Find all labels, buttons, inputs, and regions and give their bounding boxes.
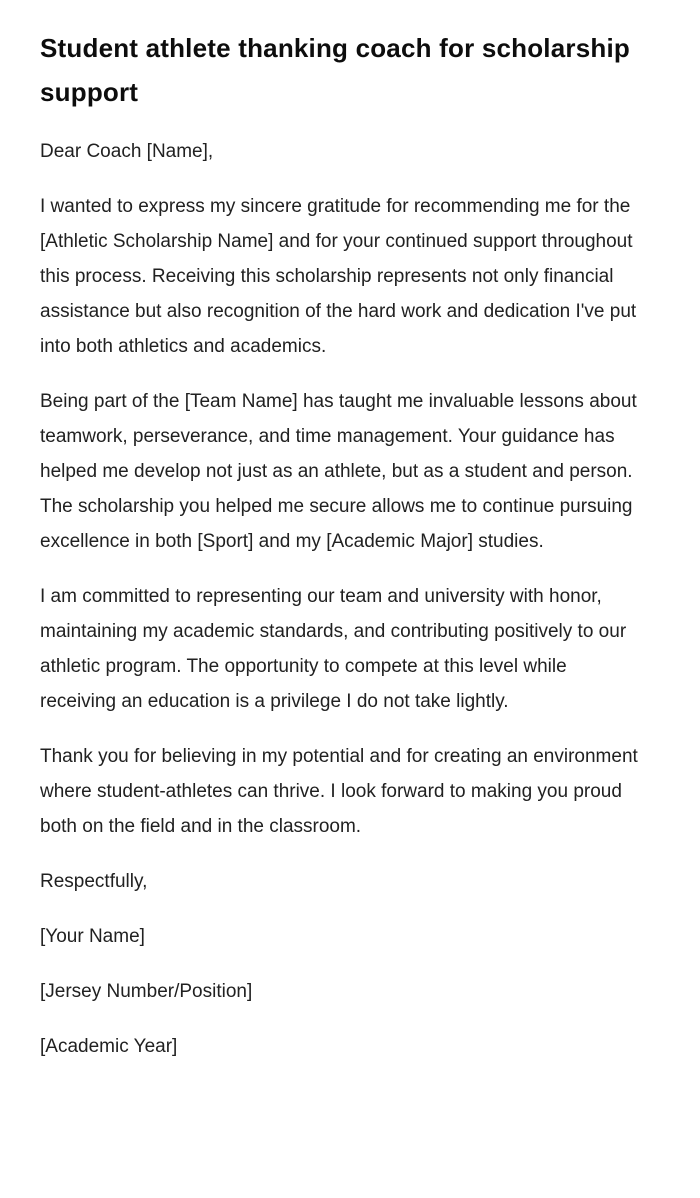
body-paragraph: Thank you for believing in my potential and for creating an environment where student-athletes can thrive. I look forward to making you proud both on the field and in the classroom. xyxy=(40,746,638,837)
signature-line: [Jersey Number/Position] xyxy=(40,981,253,1002)
body-paragraph: Being part of the [Team Name] has taught me invaluable lessons about teamwork, perseverance, and time management. Your guidance has helped me develop not just as an athlete, but as a student and person. The scholarship you helped me secure allows me to continue pursuing excellence in both [Sport] and my [Academic Major] studies. xyxy=(40,391,637,552)
body-paragraph: I am committed to representing our team and university with honor, maintaining my academic standards, and contributing positively to our athletic program. The opportunity to compete at this level while receiving an education is a privilege I do not take lightly. xyxy=(40,586,627,712)
page-title: Student athlete thanking coach for scholarship support xyxy=(40,33,630,107)
closing: Respectfully, xyxy=(40,871,148,892)
signature-line: [Academic Year] xyxy=(40,1036,178,1057)
body-paragraph: I wanted to express my sincere gratitude for recommending me for the [Athletic Scholarship Name] and for your continued support throughout this process. Receiving this scholarship represents not only financial assistance but also recognition of the hard work and dedication I've put into both athletics and academics. xyxy=(40,196,637,357)
salutation: Dear Coach [Name], xyxy=(40,141,214,162)
signature-line: [Your Name] xyxy=(40,926,145,947)
